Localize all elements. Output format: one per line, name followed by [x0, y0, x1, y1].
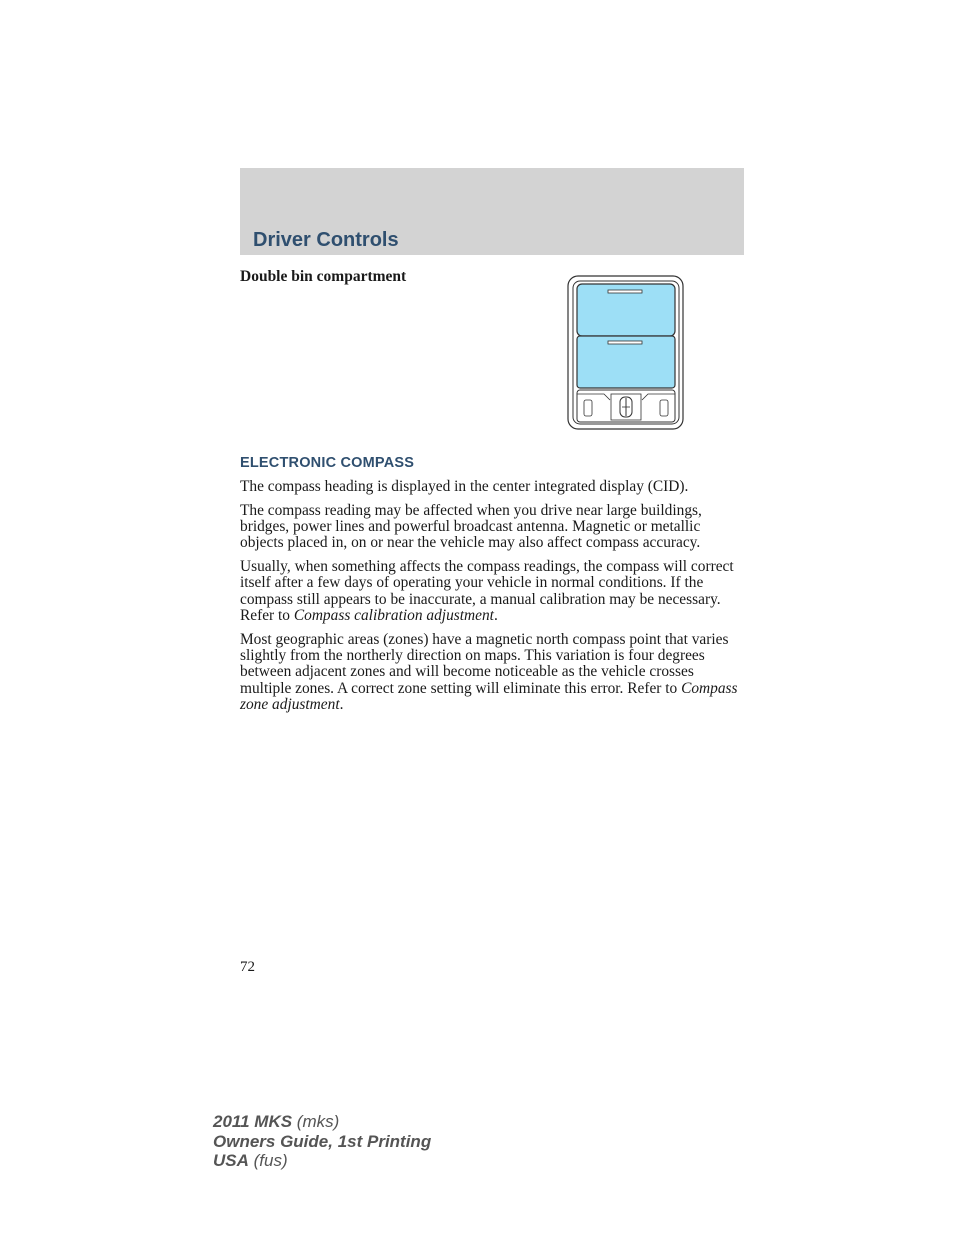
- footer: [213, 1112, 431, 1171]
- electronic-compass-heading: ELECTRONIC COMPASS: [240, 455, 415, 471]
- paragraph-4-end: .: [339, 696, 344, 714]
- footer-model: 2011 MKS: [213, 1112, 293, 1131]
- footer-region-code: (fus): [253, 1151, 288, 1170]
- paragraph-4: [240, 632, 746, 713]
- compass-body-text: [240, 479, 746, 721]
- paragraph-3-end: .: [493, 607, 498, 625]
- section-title: Driver Controls: [253, 229, 399, 251]
- page-number: 72: [240, 959, 255, 975]
- paragraph-4-text: Most geographic areas (zones) have a magnetic north compass point that varies slightly from the northerly direction on maps. This variation is four degrees between adjacent zones and will become noticeable as the vehicle crosses multiple zones. A correct zone setting will eliminate this error. Refer to: [240, 630, 729, 697]
- double-bin-compartment-figure: [566, 274, 686, 432]
- footer-model-code: (mks): [296, 1112, 340, 1131]
- compass-calibration-reference: Compass calibration adjustment: [293, 607, 494, 625]
- section-header-band: [240, 168, 744, 255]
- subsection-title: Double bin compartment: [240, 268, 407, 285]
- footer-line-3: [213, 1151, 431, 1171]
- compass-zone-reference: Compass zone adjustment: [240, 679, 738, 714]
- paragraph-2: The compass reading may be affected when you drive near large buildings, bridges, power lines and powerful broadcast antenna. Magnetic or metallic objects placed in, on or near the vehicle may also affect compass accuracy.: [240, 501, 702, 552]
- footer-region: USA: [213, 1151, 249, 1170]
- left-button: [584, 400, 592, 416]
- double-bin-compartment-icon: [566, 274, 686, 432]
- right-button: [660, 400, 668, 416]
- upper-bin-handle: [608, 290, 642, 293]
- paragraph-1: The compass heading is displayed in the center integrated display (CID).: [240, 478, 689, 495]
- lower-bin-handle: [608, 341, 642, 344]
- footer-line-2: Owners Guide, 1st Printing: [213, 1131, 432, 1151]
- footer-line-1: [213, 1112, 431, 1132]
- paragraph-3-text: Usually, when something affects the compass readings, the compass will correct itself after a few days of operating your vehicle in normal conditions. If the compass still appears to be inaccurate, a manual calibration may be necessary. Refer to: [240, 558, 734, 625]
- paragraph-3: [240, 559, 746, 624]
